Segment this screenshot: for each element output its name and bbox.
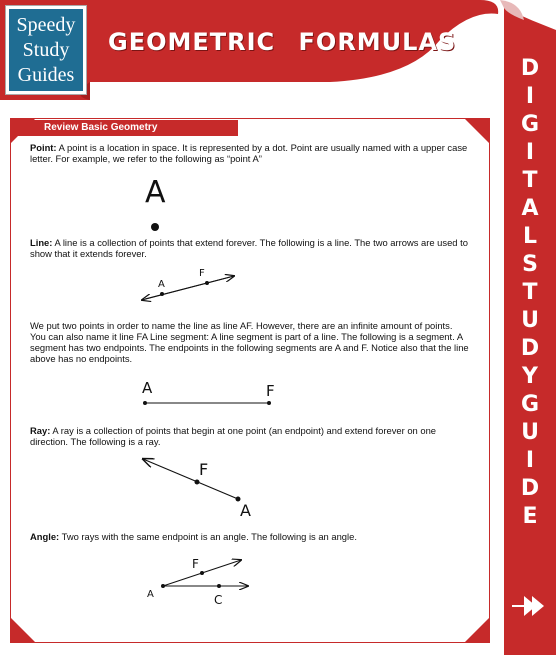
- arrow-forward-icon[interactable]: [510, 592, 544, 620]
- angle-point-c: [217, 584, 221, 588]
- point-term: Point:: [30, 142, 57, 153]
- strip-letter: I: [525, 84, 535, 109]
- strip-letter: S: [522, 252, 538, 277]
- strip-letter: G: [520, 392, 540, 417]
- angle-vertex: [161, 584, 165, 588]
- angle-label-a: A: [147, 589, 154, 600]
- point-dot: [151, 223, 159, 231]
- ray-term: Ray:: [30, 425, 51, 436]
- line-point-f: [205, 281, 209, 285]
- page-title: GEOMETRIC FORMULAS: [108, 28, 457, 56]
- angle-term: Angle:: [30, 531, 60, 542]
- logo-line-1: Speedy: [16, 14, 76, 36]
- ray-line: [143, 459, 238, 499]
- point-label: A: [145, 175, 166, 210]
- ray-figure: [143, 459, 251, 520]
- point-text: A point is a location in space. It is represented by a dot. Point are usually named with a upper case letter. For example, we refer to the following as “point A”: [30, 142, 468, 164]
- strip-letter: A: [521, 196, 539, 221]
- ray-label-a: A: [240, 501, 251, 520]
- strip-letter: U: [521, 420, 539, 445]
- line-label-a: A: [158, 279, 165, 290]
- angle-label-c: C: [214, 593, 223, 607]
- point-figure: [145, 175, 166, 231]
- segment-label-a: A: [142, 379, 153, 397]
- segment-figure: [142, 379, 275, 405]
- strip-letter: G: [520, 112, 540, 137]
- strip-letter: Y: [522, 364, 538, 389]
- vertical-title: [500, 55, 560, 531]
- strip-letter: D: [520, 56, 540, 81]
- logo-line-2: Study: [22, 39, 70, 61]
- segment-endpoint-f: [267, 401, 271, 405]
- line-term: Line:: [30, 237, 53, 248]
- line-point-a: [160, 292, 164, 296]
- angle-label-f: F: [192, 557, 199, 571]
- line-text: A line is a collection of points that extend forever. The following is a line. The two arrows are used to show that it extends forever.: [30, 237, 468, 259]
- line-arrow-left: [142, 276, 234, 300]
- strip-letter: L: [522, 224, 538, 249]
- logo-line-3: Guides: [17, 64, 75, 86]
- segment-label-f: F: [266, 382, 275, 400]
- segment-text: We put two points in order to name the line as line AF. However, there are an infinite amount of points. You can also name it line FA Line segment: A line segment is part of a line. The following is a segment. A segment has two endpoints. The endpoints in the following segments are A and F. Notice also that the line above has no endpoints.: [30, 320, 469, 364]
- angle-point-f: [200, 571, 204, 575]
- section-heading: Review Basic Geometry: [18, 120, 238, 136]
- ray-text: A ray is a collection of points that begin at one point (an endpoint) and extend forever on one direction. The following is a ray.: [30, 425, 437, 447]
- ray-point-f: [195, 480, 200, 485]
- line-figure: [142, 268, 234, 300]
- strip-letter: I: [525, 140, 535, 165]
- ray-label-f: F: [199, 460, 209, 479]
- segment-endpoint-a: [143, 401, 147, 405]
- angle-text: Two rays with the same endpoint is an angle. The following is an angle.: [61, 531, 357, 542]
- strip-letter: D: [520, 336, 540, 361]
- angle-figure: [147, 557, 248, 607]
- strip-letter: I: [525, 448, 535, 473]
- strip-letter: E: [522, 504, 538, 529]
- line-label-f: F: [199, 268, 205, 279]
- strip-letter: T: [522, 280, 538, 305]
- strip-letter: U: [521, 308, 539, 333]
- strip-letter: T: [522, 168, 538, 193]
- strip-letter: D: [520, 476, 540, 501]
